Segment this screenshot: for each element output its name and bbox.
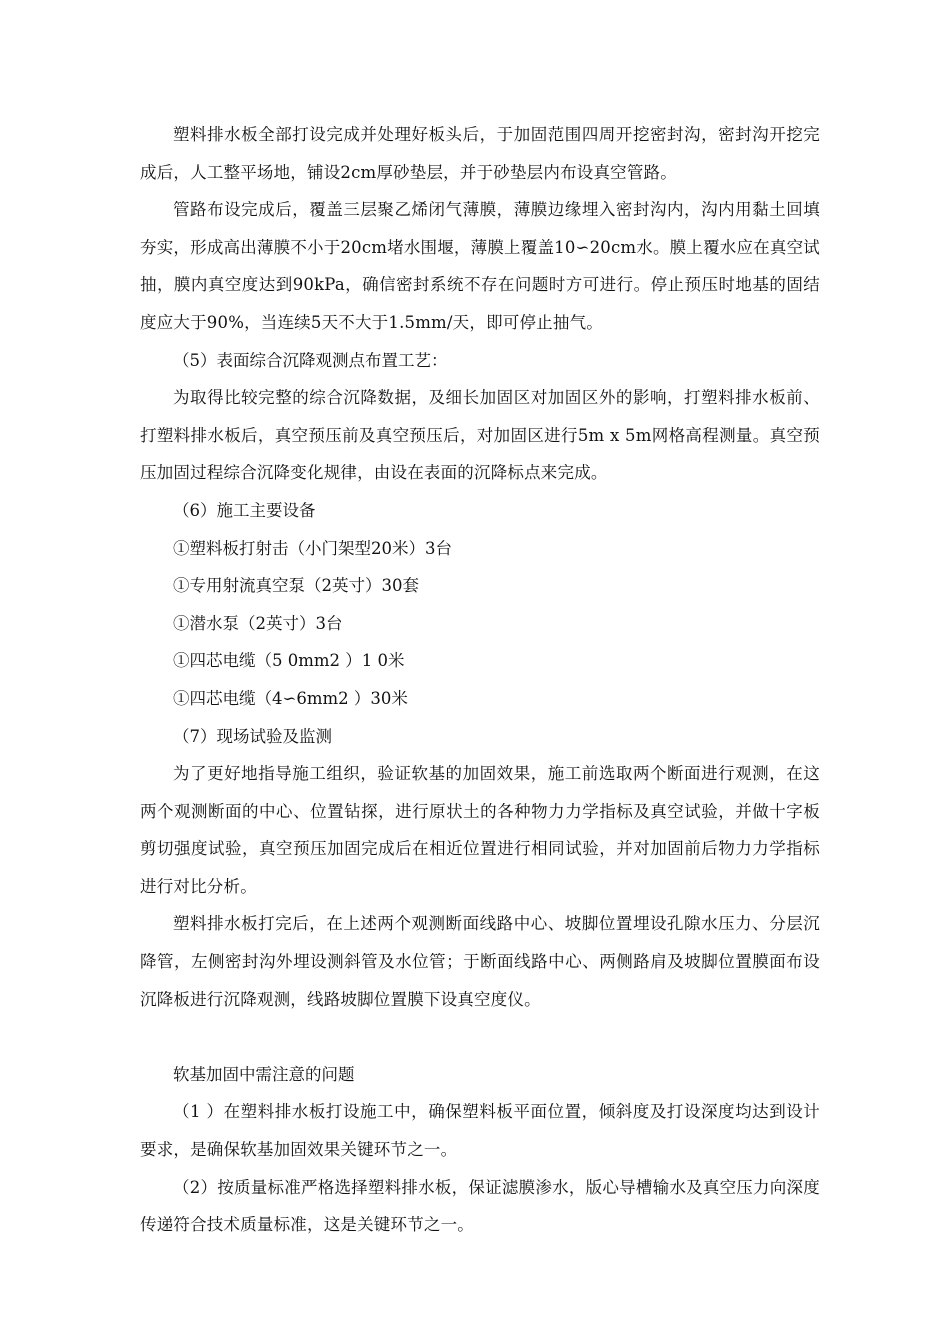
heading-settlement-observation: （5）表面综合沉降观测点布置工艺： bbox=[173, 350, 448, 370]
equipment-item: ①专用射流真空泵（2英寸）30套 bbox=[173, 576, 419, 596]
heading-field-testing: （7）现场试验及监测 bbox=[173, 726, 332, 746]
paragraph-precaution-2: （2）按质量标准严格选择塑料排水板，保证滤膜渗水，版心导槽输水及真空压力向深度传递符合技术质量标准，这是关键环节之一。 bbox=[140, 1177, 820, 1235]
equipment-item: ①四芯电缆（4∽6mm2 ）30米 bbox=[173, 688, 408, 708]
equipment-item: ①潜水泵（2英寸）3台 bbox=[173, 613, 343, 633]
paragraph-membrane-covering: 管路布设完成后，覆盖三层聚乙烯闭气薄膜，薄膜边缘埋入密封沟内，沟内用黏土回填夯实，形成高出薄膜不小于20cm堵水围堰，薄膜上覆盖10∽20cm水。膜上覆水应在真空试抽，膜内真空度达到90kPa，确信密封系统不存在问题时方可进行。停止预压时地基的固结度应大于90%，当连续5天不大于1.5mm/天，即可停止抽气。 bbox=[140, 200, 820, 332]
equipment-item: ①四芯电缆（5 0mm2 ）1 0米 bbox=[173, 651, 405, 671]
section-title-precautions: 软基加固中需注意的问题 bbox=[173, 1064, 355, 1084]
paragraph-precaution-1: （1 ）在塑料排水板打设施工中，确保塑料板平面位置，倾斜度及打设深度均达到设计要求，是确保软基加固效果关键环节之一。 bbox=[140, 1102, 820, 1160]
paragraph-settlement-data: 为取得比较完整的综合沉降数据，及细长加固区对加固区外的影响，打塑料排水板前、打塑料排水板后，真空预压前及真空预压后，对加固区进行5m x 5m网格高程测量。真空预压加固过程综合沉降变化规律，由设在表面的沉降标点来完成。 bbox=[140, 388, 820, 483]
paragraph-field-test-description: 为了更好地指导施工组织，验证软基的加固效果，施工前选取两个断面进行观测，在这两个观测断面的中心、位置钻探，进行原状土的各种物力力学指标及真空试验，并做十字板剪切强度试验，真空预压加固完成后在相近位置进行相同试验，并对加固前后物力力学指标进行对比分析。 bbox=[140, 764, 820, 896]
equipment-item: ①塑料板打射击（小门架型20米）3台 bbox=[173, 538, 452, 558]
section-gap bbox=[140, 1018, 820, 1056]
paragraph-drain-board-completion: 塑料排水板全部打设完成并处理好板头后，于加固范围四周开挖密封沟，密封沟开挖完成后，人工整平场地，铺设2cm厚砂垫层，并于砂垫层内布设真空管路。 bbox=[140, 125, 820, 182]
document-page bbox=[140, 116, 820, 1244]
paragraph-monitoring-installation: 塑料排水板打完后，在上述两个观测断面线路中心、坡脚位置埋设孔隙水压力、分层沉降管，左侧密封沟外埋设测斜管及水位管；于断面线路中心、两侧路肩及坡脚位置膜面布设沉降板进行沉降观测，线路坡脚位置膜下设真空度仪。 bbox=[140, 914, 820, 1009]
heading-main-equipment: （6）施工主要设备 bbox=[173, 500, 316, 520]
